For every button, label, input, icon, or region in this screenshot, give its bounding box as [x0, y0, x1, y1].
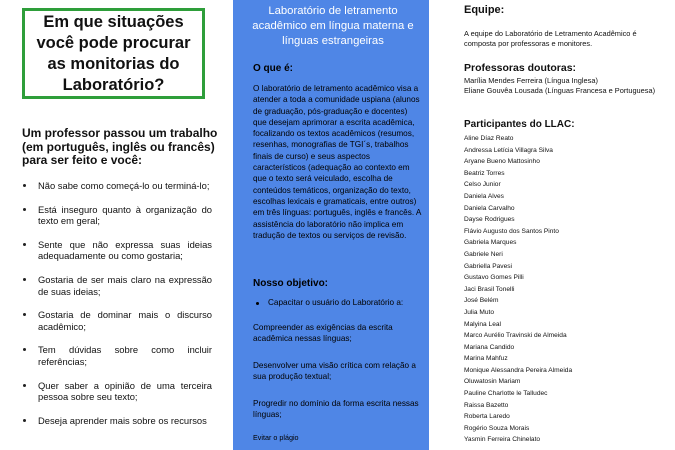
list-item: Julia Muto — [464, 308, 495, 316]
list-item: Raissa Bazetto — [464, 401, 509, 409]
list-item: Quer saber a opinião de uma terceira pessoa sobre seu texto; — [22, 380, 212, 403]
bullet-icon — [23, 208, 26, 211]
list-item: Beatriz Torres — [464, 169, 505, 177]
list-item: Está inseguro quanto à organização do texto em geral; — [22, 204, 212, 227]
list-item: Gabriela Marques — [464, 239, 517, 247]
list-item: Celso Junior — [464, 181, 501, 189]
list-item: Yasmin Ferreira Chinelato — [464, 436, 541, 444]
list-item: Deseja aprender mais sobre os recursos — [22, 415, 212, 427]
list-item: Roberta Laredo — [464, 413, 510, 421]
lab-description: O laboratório de letramento acadêmico visa a atender a toda a comunidade uspiana (alunos de graduação, pós-graduação e docentes) que desejam aprimorar a escrita acadêmica, focalizando os textos acadêmicos (resumos, resenhas, monografias de TGI´s, trabalhos finais de curso) e seus aspectos característicos (adequação ao contexto em que o texto será veiculado, escolha de conteúdos temáticos, organização do texto, escolhas lexicais e gramaticais, entre outros) em três línguas: português, inglês e francês. A assistência do laboratório não implica em tradução de textos ou serviços de revisão. — [253, 84, 421, 240]
list-item: Gabriella Pavesi — [464, 262, 513, 270]
list-item: Marco Aurélio Travinski de Almeida — [464, 332, 567, 340]
list-item: Monique Alessandra Pereira Almeida — [464, 366, 573, 374]
list-item: Sente que não expressa suas ideias adequadamente ou como gostaria; — [22, 239, 212, 262]
situations-list — [22, 180, 212, 438]
bullet-icon — [23, 348, 26, 351]
participantes-heading: Participantes do LLAC: — [464, 119, 575, 130]
list-item: Rogério Souza Morais — [464, 424, 530, 432]
bullet-icon — [23, 419, 26, 422]
left-title: Em que situações você pode procurar as monitorias do Laboratório? — [22, 8, 205, 99]
professoras-list — [464, 76, 664, 96]
left-intro: Um professor passou um trabalho (em português, inglês ou francês) para ser feito e você: — [22, 126, 218, 167]
list-item: Pauline Charlotte le Talludec — [464, 390, 548, 398]
list-item: Dayse Rodrigues — [464, 216, 515, 224]
bullet-icon — [256, 302, 259, 305]
list-item: Marília Mendes Ferreira (Língua Inglesa) — [464, 76, 598, 85]
bullet-icon — [23, 243, 26, 246]
list-item: Gustavo Gomes Pilli — [464, 274, 524, 282]
right-panel — [440, 0, 675, 450]
objetivo-paragraph: Evitar o plágio — [253, 433, 299, 442]
list-item: Flávio Augusto dos Santos Pinto — [464, 227, 559, 235]
list-item: Marina Mahfuz — [464, 355, 508, 363]
list-item: Oluwatosin Mariam — [464, 378, 521, 386]
list-item: José Belém — [464, 297, 499, 305]
objetivo-paragraph: Desenvolver uma visão crítica com relação a sua produção textual; — [253, 361, 416, 382]
que-e-heading: O que é: — [253, 63, 294, 74]
list-item: Aryane Bueno Mattosinho — [464, 158, 540, 166]
list-item: Malyina Leal — [464, 320, 502, 328]
objetivo-paragraph: Progredir no domínio da forma escrita nessas línguas; — [253, 399, 419, 420]
list-item: Daniela Carvalho — [464, 204, 515, 212]
objetivo-paragraph: Compreender as exigências da escrita acadêmica nessas línguas; — [253, 323, 393, 344]
participantes-list — [464, 133, 664, 446]
list-item: Daniela Alves — [464, 192, 504, 200]
bullet-icon — [23, 384, 26, 387]
list-item: Eliane Gouvêa Lousada (Línguas Francesa e Portuguesa) — [464, 85, 656, 95]
bullet-icon — [23, 184, 26, 187]
professoras-heading: Professoras doutoras: — [464, 62, 577, 74]
left-panel — [0, 0, 232, 450]
equipe-heading: Equipe: — [464, 4, 505, 16]
list-item: Aline Díaz Reato — [464, 135, 514, 142]
list-item: Tem dúvidas sobre como incluir referências; — [22, 344, 212, 367]
middle-title: Laboratório de letramento acadêmico em língua materna e línguas estrangeiras — [252, 5, 414, 47]
list-item: Gostaria de ser mais claro na expressão de suas ideias; — [22, 274, 212, 297]
list-item: Mariana Candido — [464, 343, 515, 351]
list-item: Gabriele Neri — [464, 250, 503, 258]
list-item: Andressa Letícia Villagra Silva — [464, 146, 553, 154]
list-item: Jaci Brasil Tonelli — [464, 285, 515, 293]
list-item: Não sabe como começá-lo ou terminá-lo; — [22, 180, 212, 192]
objetivo-heading: Nosso objetivo: — [253, 278, 329, 289]
bullet-icon — [23, 278, 26, 281]
middle-panel: Laboratório de letramento acadêmico em língua materna e línguas estrangeiras O que é: O laboratório de letramento acadêmico visa a atender a toda a comunidade uspiana (alunos de graduação, pós-graduação e docentes) que desejam aprimorar a escrita acadêmica, focalizando os textos acadêmicos (resumos, resenhas, monografias de TGI´s, trabalhos finais de curso) e seus aspectos característicos (adequação ao contexto em que o texto será veiculado, escolha de conteúdos temáticos, organização do texto, escolhas lexicais e gramaticais, entre outros) em três línguas: português, inglês e francês. A assistência do laboratório não implica em tradução de textos ou serviços de revisão. Nosso objetivo: Capacitar o usuário do Laboratório a: Compreender as exigências da escrita acadêmica nessas línguas; Desenvolver uma visão crítica com relação a sua produção textual; Progredir no domínio da forma escrita nessas línguas; Evitar o plágio — [233, 0, 429, 450]
list-item: Gostaria de dominar mais o discurso acadêmico; — [22, 309, 212, 332]
bullet-icon — [23, 313, 26, 316]
equipe-text: A equipe do Laboratório de Letramento Acadêmico é composta por professoras e monitores. — [464, 29, 637, 49]
